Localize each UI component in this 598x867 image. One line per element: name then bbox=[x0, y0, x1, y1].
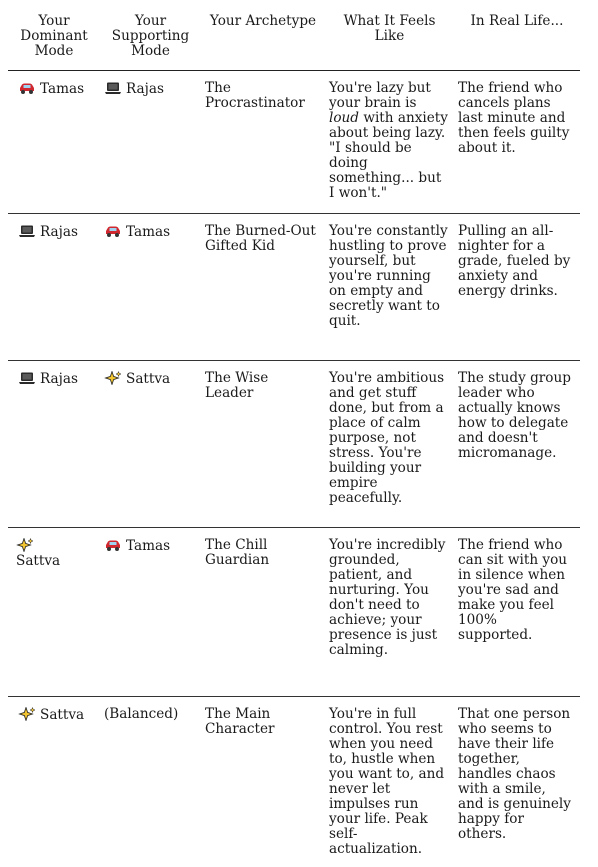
archetype-cell: The Burned-Out Gifted Kid bbox=[201, 214, 325, 361]
laptop-icon bbox=[104, 81, 122, 95]
feels-like-text: with anxiety about being lazy. "I should be doing something... but I won't." bbox=[329, 110, 448, 201]
header-supporting-mode: Your Supporting Mode bbox=[100, 6, 201, 71]
dominant-mode-cell bbox=[8, 361, 100, 528]
supporting-mode-label: Sattva bbox=[126, 371, 170, 387]
header-dominant-mode: Your Dominant Mode bbox=[8, 6, 100, 71]
table-row bbox=[8, 214, 580, 361]
dominant-mode-cell bbox=[8, 528, 100, 697]
laptop-icon bbox=[18, 224, 36, 238]
supporting-mode-cell: (Balanced) bbox=[100, 697, 201, 867]
feels-like-cell bbox=[325, 71, 454, 214]
header-what-it-feels-like: What It Feels Like bbox=[325, 6, 454, 71]
real-life-cell: The study group leader who actually knows how to delegate and doesn't micromanage. bbox=[454, 361, 580, 528]
sparkles-icon bbox=[104, 371, 122, 385]
table-row bbox=[8, 528, 580, 697]
sparkles-icon bbox=[16, 538, 34, 552]
real-life-cell: The friend who can sit with you in silence when you're sad and make you feel 100% supported. bbox=[454, 528, 580, 697]
supporting-mode-label: Tamas bbox=[126, 538, 170, 554]
dominant-mode-cell bbox=[8, 214, 100, 361]
dominant-mode-label: Tamas bbox=[40, 81, 84, 97]
table-row bbox=[8, 697, 580, 867]
dominant-mode-label: Rajas bbox=[40, 224, 78, 240]
feels-like-cell: You're constantly hustling to prove yourself, but you're running on empty and secretly want to quit. bbox=[325, 214, 454, 361]
feels-like-cell: You're ambitious and get stuff done, but from a place of calm purpose, not stress. You're building your empire peacefully. bbox=[325, 361, 454, 528]
real-life-cell: Pulling an all-nighter for a grade, fueled by anxiety and energy drinks. bbox=[454, 214, 580, 361]
car-icon bbox=[18, 81, 36, 95]
dominant-mode-cell bbox=[8, 697, 100, 867]
dominant-mode-label: Rajas bbox=[40, 371, 78, 387]
table-row bbox=[8, 71, 580, 214]
sparkles-icon bbox=[18, 707, 36, 721]
archetype-cell: The Procrastinator bbox=[201, 71, 325, 214]
real-life-cell: The friend who cancels plans last minute and then feels guilty about it. bbox=[454, 71, 580, 214]
supporting-mode-cell bbox=[100, 214, 201, 361]
feels-like-cell: You're incredibly grounded, patient, and nurturing. You don't need to achieve; your presence is just calming. bbox=[325, 528, 454, 697]
dominant-mode-label: Sattva bbox=[40, 707, 84, 723]
real-life-cell: That one person who seems to have their life together, handles chaos with a smile, and is genuinely happy for others. bbox=[454, 697, 580, 867]
gunas-archetype-table bbox=[8, 6, 580, 867]
supporting-mode-label: Rajas bbox=[126, 81, 164, 97]
laptop-icon bbox=[18, 371, 36, 385]
archetype-cell: The Main Character bbox=[201, 697, 325, 867]
car-icon bbox=[104, 538, 122, 552]
supporting-mode-label: Tamas bbox=[126, 224, 170, 240]
header-row bbox=[8, 6, 580, 71]
car-icon bbox=[104, 224, 122, 238]
supporting-mode-cell bbox=[100, 528, 201, 697]
feels-like-emphasis: loud bbox=[329, 110, 359, 126]
table-row bbox=[8, 361, 580, 528]
supporting-mode-cell bbox=[100, 71, 201, 214]
dominant-mode-cell bbox=[8, 71, 100, 214]
header-archetype: Your Archetype bbox=[201, 6, 325, 71]
feels-like-cell: You're in full control. You rest when you need to, hustle when you want to, and never let impulses run your life. Peak self-actualization. bbox=[325, 697, 454, 867]
archetype-cell: The Wise Leader bbox=[201, 361, 325, 528]
archetype-cell: The Chill Guardian bbox=[201, 528, 325, 697]
header-in-real-life: In Real Life... bbox=[454, 6, 580, 71]
supporting-mode-cell bbox=[100, 361, 201, 528]
feels-like-text: You're lazy but your brain is bbox=[329, 80, 431, 111]
dominant-mode-label: Sattva bbox=[16, 553, 60, 569]
